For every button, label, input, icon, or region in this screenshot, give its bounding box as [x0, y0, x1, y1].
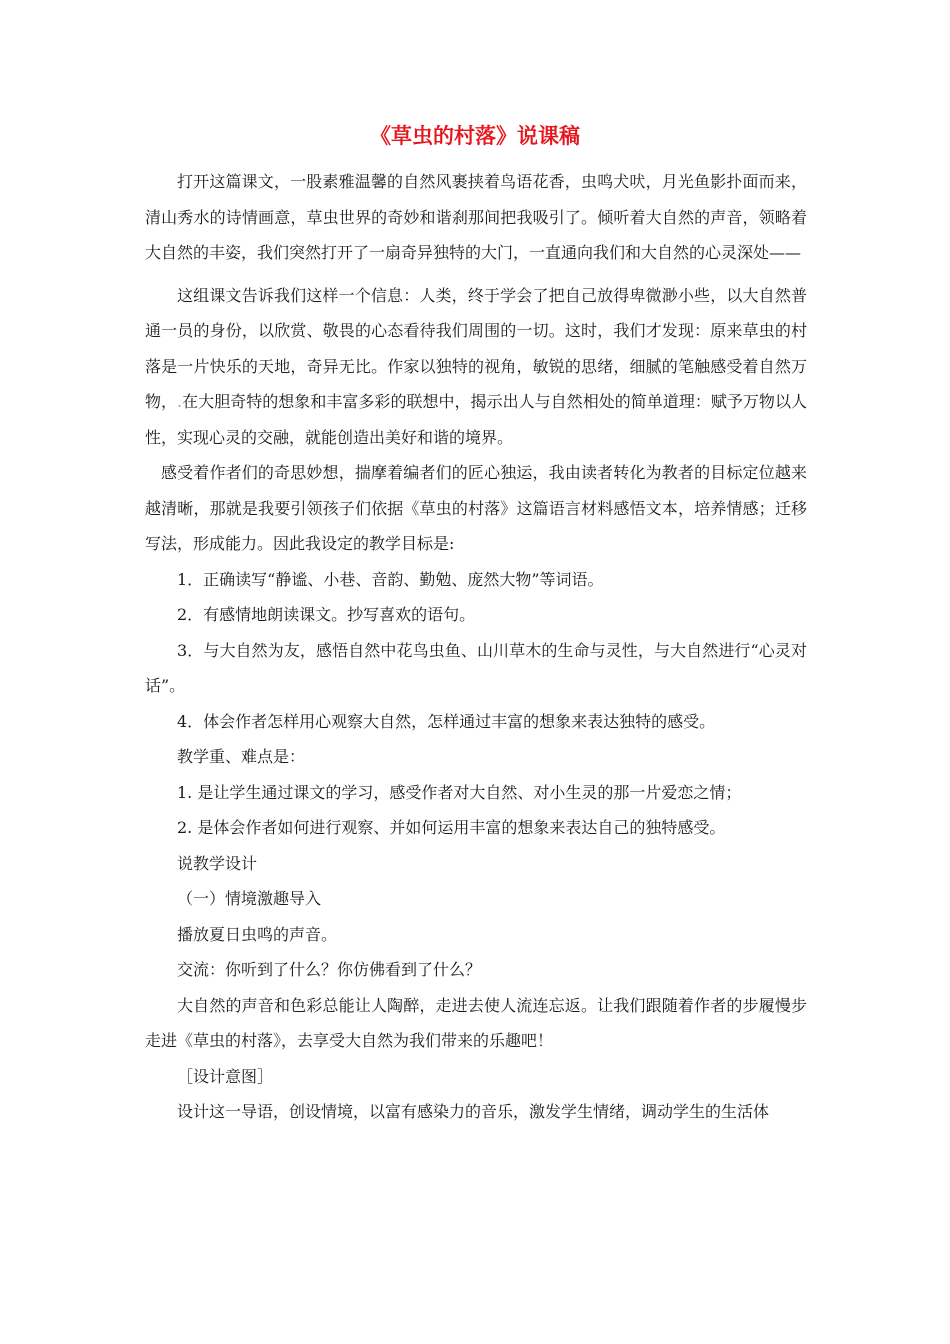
key-points-heading: 教学重、难点是： — [177, 747, 306, 766]
design-intent-label: ［设计意图］ — [177, 1066, 274, 1086]
document-body — [145, 164, 807, 1130]
paragraph-message-part1: 这组课文告诉我们这样一个信息：人类，终于学会了把自己放得卑微渺小些，以大自然普通一员的身份，以欣赏、敬畏的心态看待我们周围的一切。这时，我们才发现：原来草虫的村落是一片快乐的天地，奇异无比。作家以独特的视角，敏锐的思绪，细腻的笔触感受着自然万物， — [145, 285, 807, 411]
key-point-1: 1. 是让学生通过课文的学习，感受作者对大自然、对小生灵的那一片爱恋之情； — [177, 782, 742, 802]
paragraph-exchange: 交流：你听到了什么？你仿佛看到了什么？ — [177, 960, 482, 979]
paragraph-intro: 打开这篇课文，一股素雅温馨的自然风裹挟着鸟语花香，虫鸣犬吠，月光鱼影扑面而来，清山秀水的诗情画意，草虫世界的奇妙和谐刹那间把我吸引了。倾听着大自然的声音，领略着大自然的丰姿，我们突然打开了一扇奇异独特的大门，一直通向我们和大自然的心灵深处—— — [145, 172, 807, 262]
paragraph-message-part2: 在大胆奇特的想象和丰富多彩的联想中，揭示出人与自然相处的简单道理：赋予万物以人性，实现心灵的交融，就能创造出美好和谐的境界。 — [145, 392, 807, 447]
subsection-heading-1: （一）情境激趣导入 — [177, 889, 322, 908]
paragraph-goals-intro: 感受着作者们的奇思妙想，揣摩着编者们的匠心独运，我由读者转化为教者的目标定位越来越清晰，那就是我要引领孩子们依据《草虫的村落》这篇语言材料感悟文本，培养情感；迁移写法，形成能力。因此我设定的教学目标是: — [145, 463, 807, 553]
section-heading-design: 说教学设计 — [177, 853, 258, 873]
paragraph-message — [145, 278, 807, 456]
goal-item-2: 2．有感情地朗读课文。抄写喜欢的语句。 — [177, 605, 476, 624]
goal-item-3: 3．与大自然为友，感悟自然中花鸟虫鱼、山川草木的生命与灵性，与大自然进行“心灵对话”。 — [145, 640, 807, 695]
goal-item-4: 4．体会作者怎样用心观察大自然，怎样通过丰富的想象来表达独特的感受。 — [177, 711, 716, 731]
paragraph-play-sound: 播放夏日虫鸣的声音。 — [177, 924, 338, 944]
stray-mark: . — [177, 392, 183, 411]
paragraph-lead-in: 大自然的声音和色彩总能让人陶醉，走进去使人流连忘返。让我们跟随着作者的步履慢步走进《草虫的村落》，去享受大自然为我们带来的乐趣吧！ — [145, 995, 807, 1050]
document-title: 《草虫的村落》说课稿 — [370, 124, 580, 148]
goal-item-1: 1．正确读写“静谧、小巷、音韵、勤勉、庞然大物”等词语。 — [177, 569, 604, 589]
paragraph-design-intent: 设计这一导语，创设情境，以富有感染力的音乐，激发学生情绪，调动学生的生活体 — [177, 1102, 770, 1121]
key-point-2: 2. 是体会作者如何进行观察、并如何运用丰富的想象来表达自己的独特感受。 — [177, 818, 726, 837]
